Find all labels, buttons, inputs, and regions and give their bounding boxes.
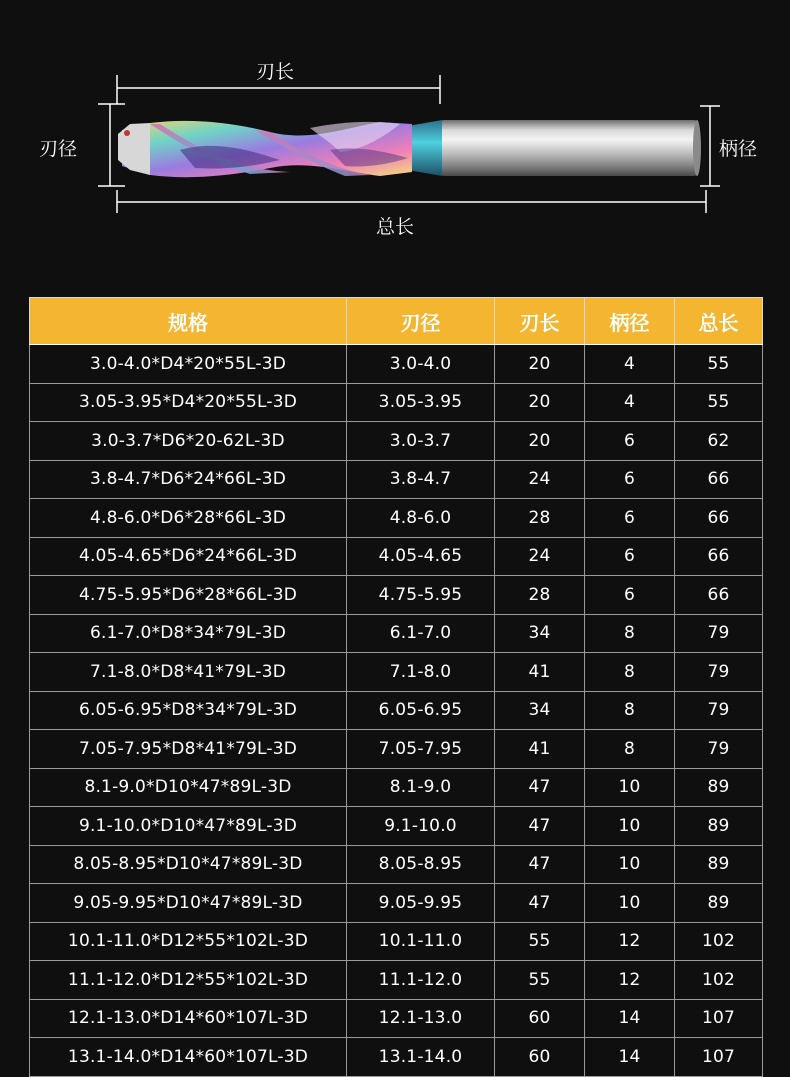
table-row xyxy=(30,1038,763,1077)
spec-table xyxy=(29,297,763,1077)
cell-blade-diameter: 11.1-12.0 xyxy=(347,961,495,1000)
cell-shank-diameter: 12 xyxy=(585,922,675,961)
cell-spec: 4.75-5.95*D6*28*66L-3D xyxy=(30,576,347,615)
cell-shank-diameter: 6 xyxy=(585,422,675,461)
cell-total-length: 79 xyxy=(675,691,763,730)
cell-shank-diameter: 4 xyxy=(585,383,675,422)
cell-blade-length: 20 xyxy=(495,422,585,461)
cell-spec: 13.1-14.0*D14*60*107L-3D xyxy=(30,1038,347,1077)
cell-blade-diameter: 12.1-13.0 xyxy=(347,999,495,1038)
cell-blade-diameter: 8.1-9.0 xyxy=(347,768,495,807)
shank-diameter-dimension xyxy=(700,106,720,186)
header-blade-diameter: 刃径 xyxy=(347,298,495,345)
header-total-length: 总长 xyxy=(675,298,763,345)
cell-total-length: 66 xyxy=(675,460,763,499)
cell-spec: 7.1-8.0*D8*41*79L-3D xyxy=(30,653,347,692)
cell-blade-diameter: 7.05-7.95 xyxy=(347,730,495,769)
blade-length-label: 刃长 xyxy=(256,61,295,83)
table-row xyxy=(30,999,763,1038)
cell-blade-diameter: 6.1-7.0 xyxy=(347,614,495,653)
table-row xyxy=(30,345,763,384)
table-row xyxy=(30,922,763,961)
drill-shank xyxy=(440,120,698,176)
cell-blade-length: 55 xyxy=(495,961,585,1000)
cell-total-length: 89 xyxy=(675,845,763,884)
cell-total-length: 107 xyxy=(675,1038,763,1077)
table-row xyxy=(30,537,763,576)
table-row xyxy=(30,961,763,1000)
cell-spec: 3.05-3.95*D4*20*55L-3D xyxy=(30,383,347,422)
table-row xyxy=(30,845,763,884)
cell-blade-length: 28 xyxy=(495,576,585,615)
table-row xyxy=(30,422,763,461)
cell-total-length: 107 xyxy=(675,999,763,1038)
cell-shank-diameter: 8 xyxy=(585,730,675,769)
table-row xyxy=(30,730,763,769)
cell-blade-diameter: 4.05-4.65 xyxy=(347,537,495,576)
cell-blade-diameter: 3.05-3.95 xyxy=(347,383,495,422)
cell-spec: 6.1-7.0*D8*34*79L-3D xyxy=(30,614,347,653)
cell-spec: 9.05-9.95*D10*47*89L-3D xyxy=(30,884,347,923)
table-row xyxy=(30,653,763,692)
cell-total-length: 66 xyxy=(675,499,763,538)
cell-total-length: 89 xyxy=(675,807,763,846)
cell-blade-length: 60 xyxy=(495,999,585,1038)
cell-blade-length: 34 xyxy=(495,691,585,730)
spec-table-body xyxy=(30,345,763,1077)
table-row xyxy=(30,884,763,923)
cell-shank-diameter: 10 xyxy=(585,768,675,807)
blade-diameter-label: 刃径 xyxy=(39,138,78,160)
cell-total-length: 79 xyxy=(675,653,763,692)
cell-spec: 4.05-4.65*D6*24*66L-3D xyxy=(30,537,347,576)
cell-blade-diameter: 13.1-14.0 xyxy=(347,1038,495,1077)
table-row xyxy=(30,576,763,615)
cell-blade-diameter: 7.1-8.0 xyxy=(347,653,495,692)
header-blade-length: 刃长 xyxy=(495,298,585,345)
cell-total-length: 66 xyxy=(675,537,763,576)
drill-tip xyxy=(118,123,150,175)
cell-spec: 11.1-12.0*D12*55*102L-3D xyxy=(30,961,347,1000)
cell-shank-diameter: 6 xyxy=(585,537,675,576)
cell-total-length: 55 xyxy=(675,345,763,384)
cell-shank-diameter: 10 xyxy=(585,807,675,846)
cell-spec: 8.05-8.95*D10*47*89L-3D xyxy=(30,845,347,884)
cell-shank-diameter: 6 xyxy=(585,499,675,538)
table-row xyxy=(30,768,763,807)
cell-blade-diameter: 3.0-3.7 xyxy=(347,422,495,461)
cell-blade-length: 20 xyxy=(495,383,585,422)
cell-blade-length: 41 xyxy=(495,653,585,692)
cell-blade-length: 55 xyxy=(495,922,585,961)
cell-spec: 9.1-10.0*D10*47*89L-3D xyxy=(30,807,347,846)
cell-shank-diameter: 8 xyxy=(585,653,675,692)
cell-blade-length: 47 xyxy=(495,768,585,807)
cell-spec: 12.1-13.0*D14*60*107L-3D xyxy=(30,999,347,1038)
cell-blade-length: 60 xyxy=(495,1038,585,1077)
table-row xyxy=(30,691,763,730)
cell-blade-diameter: 4.75-5.95 xyxy=(347,576,495,615)
spec-table-header xyxy=(30,298,763,345)
cell-total-length: 102 xyxy=(675,961,763,1000)
cell-total-length: 89 xyxy=(675,768,763,807)
cell-blade-diameter: 8.05-8.95 xyxy=(347,845,495,884)
cell-total-length: 79 xyxy=(675,730,763,769)
cell-blade-length: 24 xyxy=(495,460,585,499)
cell-spec: 4.8-6.0*D6*28*66L-3D xyxy=(30,499,347,538)
drill-diagram xyxy=(0,0,790,260)
cell-blade-diameter: 9.1-10.0 xyxy=(347,807,495,846)
cell-total-length: 55 xyxy=(675,383,763,422)
cell-shank-diameter: 12 xyxy=(585,961,675,1000)
cell-blade-length: 34 xyxy=(495,614,585,653)
cell-spec: 3.0-3.7*D6*20-62L-3D xyxy=(30,422,347,461)
cell-shank-diameter: 14 xyxy=(585,999,675,1038)
cell-shank-diameter: 4 xyxy=(585,345,675,384)
cell-shank-diameter: 10 xyxy=(585,845,675,884)
cell-spec: 8.1-9.0*D10*47*89L-3D xyxy=(30,768,347,807)
cell-blade-length: 24 xyxy=(495,537,585,576)
cell-shank-diameter: 8 xyxy=(585,614,675,653)
cell-total-length: 62 xyxy=(675,422,763,461)
header-spec: 规格 xyxy=(30,298,347,345)
table-row xyxy=(30,499,763,538)
table-row xyxy=(30,460,763,499)
shank-diameter-label: 柄径 xyxy=(719,138,758,160)
cell-shank-diameter: 10 xyxy=(585,884,675,923)
cell-blade-diameter: 10.1-11.0 xyxy=(347,922,495,961)
cell-spec: 10.1-11.0*D12*55*102L-3D xyxy=(30,922,347,961)
cell-blade-diameter: 3.0-4.0 xyxy=(347,345,495,384)
header-row xyxy=(30,298,763,345)
cell-total-length: 79 xyxy=(675,614,763,653)
cell-shank-diameter: 14 xyxy=(585,1038,675,1077)
header-shank-diameter: 柄径 xyxy=(585,298,675,345)
cell-blade-diameter: 3.8-4.7 xyxy=(347,460,495,499)
table-row xyxy=(30,807,763,846)
cell-blade-length: 47 xyxy=(495,807,585,846)
cell-blade-length: 47 xyxy=(495,884,585,923)
cell-spec: 3.0-4.0*D4*20*55L-3D xyxy=(30,345,347,384)
cell-shank-diameter: 8 xyxy=(585,691,675,730)
total-length-label: 总长 xyxy=(376,216,415,238)
cell-total-length: 66 xyxy=(675,576,763,615)
drill-neck xyxy=(408,120,442,176)
cell-total-length: 89 xyxy=(675,884,763,923)
cell-blade-diameter: 6.05-6.95 xyxy=(347,691,495,730)
cell-blade-length: 47 xyxy=(495,845,585,884)
cell-shank-diameter: 6 xyxy=(585,576,675,615)
cell-blade-length: 41 xyxy=(495,730,585,769)
table-row xyxy=(30,383,763,422)
cell-blade-length: 28 xyxy=(495,499,585,538)
cell-blade-diameter: 4.8-6.0 xyxy=(347,499,495,538)
cell-blade-length: 20 xyxy=(495,345,585,384)
cell-spec: 3.8-4.7*D6*24*66L-3D xyxy=(30,460,347,499)
cell-blade-diameter: 9.05-9.95 xyxy=(347,884,495,923)
cell-shank-diameter: 6 xyxy=(585,460,675,499)
table-row xyxy=(30,614,763,653)
cell-spec: 6.05-6.95*D8*34*79L-3D xyxy=(30,691,347,730)
cell-spec: 7.05-7.95*D8*41*79L-3D xyxy=(30,730,347,769)
cell-total-length: 102 xyxy=(675,922,763,961)
total-length-dimension xyxy=(117,190,706,213)
